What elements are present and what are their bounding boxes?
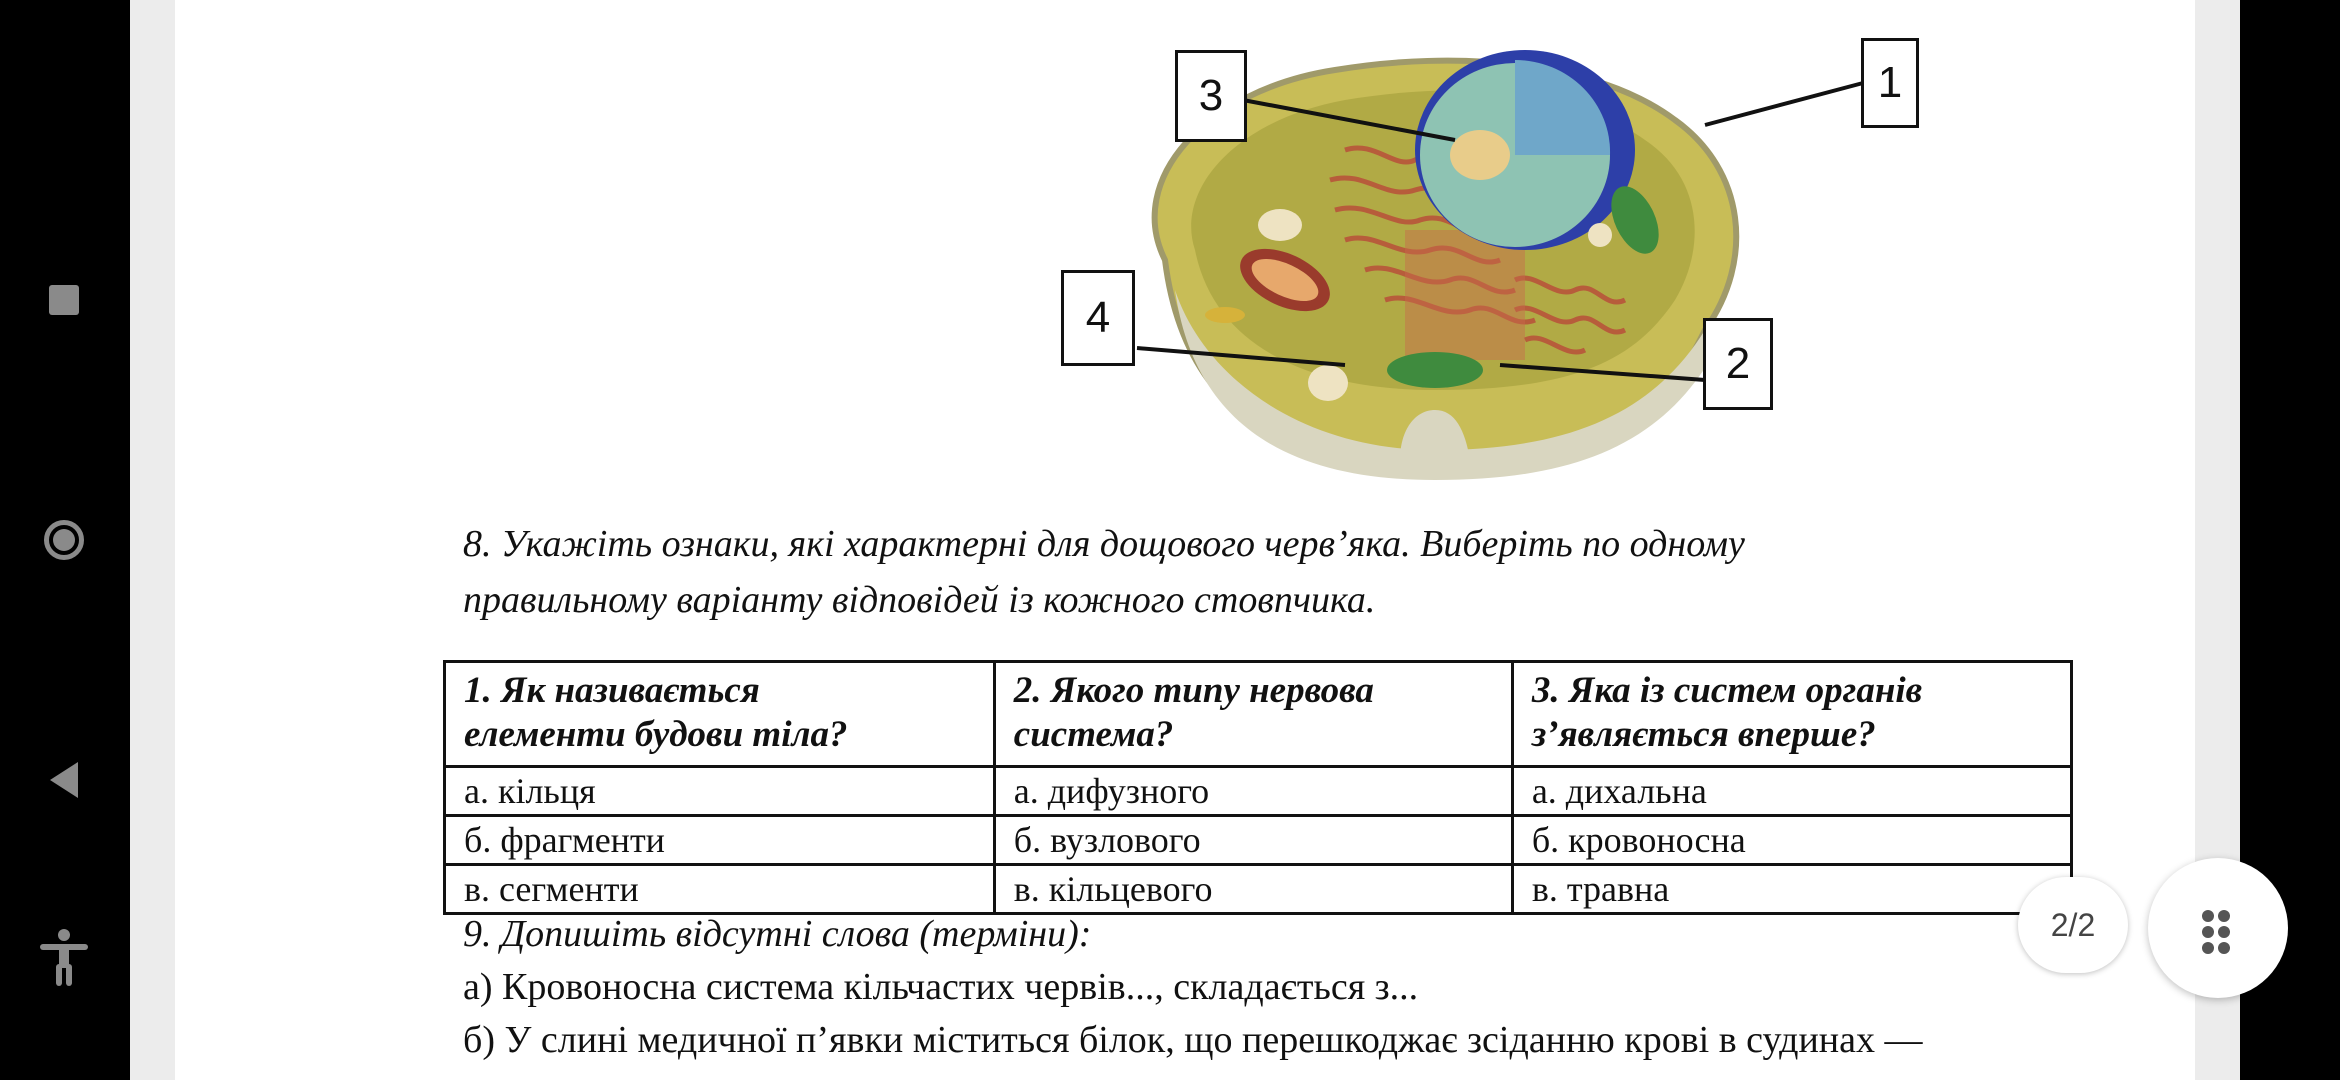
table-row — [445, 767, 2072, 816]
table-header-cell: 1. Як називається елементи будови тіла? — [445, 662, 995, 767]
back-button[interactable] — [36, 752, 92, 808]
table-cell: б. фрагменти — [445, 816, 995, 865]
table-cell: а. дифузного — [994, 767, 1512, 816]
table-header-row — [445, 662, 2072, 767]
question-9-item-a: а) Кровоносна система кільчастих червів..., складається з... — [463, 966, 1419, 1008]
answer-table — [443, 660, 2073, 915]
table-cell: в. кільцевого — [994, 865, 1512, 914]
table-header-cell: 2. Якого типу нервова система? — [994, 662, 1512, 767]
recent-apps-button[interactable] — [36, 272, 92, 328]
table-cell: в. сегменти — [445, 865, 995, 914]
accessibility-button[interactable] — [36, 930, 92, 986]
triangle-back-icon — [46, 760, 82, 800]
table-header-cell: 3. Яка із систем органів з’являється вперше? — [1512, 662, 2071, 767]
circle-icon — [44, 520, 84, 560]
document-viewer — [130, 0, 2240, 1080]
table-cell: в. травна — [1512, 865, 2071, 914]
question-8-line-1: 8. Укажіть ознаки, які характерні для дощового черв’яка. Виберіть по одному — [463, 523, 1745, 565]
question-9-item-b: б) У слині медичної п’явки міститься білок, що перешкоджає зсіданню крові в судинах — — [463, 1019, 1923, 1061]
table-cell: а. дихальна — [1512, 767, 2071, 816]
diagram-label-3: 3 — [1175, 50, 1247, 142]
square-icon — [49, 285, 79, 315]
question-8-line-2: правильному варіанту відповідей із кожного стовпчика. — [463, 579, 1376, 621]
table-cell: а. кільця — [445, 767, 995, 816]
accessibility-icon — [38, 928, 90, 988]
menu-fab-button[interactable] — [2148, 858, 2288, 998]
page-indicator: 2/2 — [2018, 877, 2128, 973]
table-cell: б. вузлового — [994, 816, 1512, 865]
diagram-label-1: 1 — [1861, 38, 1919, 128]
cell-diagram — [875, 30, 1935, 480]
diagram-label-4: 4 — [1061, 270, 1135, 366]
table-cell: б. кровоносна — [1512, 816, 2071, 865]
question-9-title: 9. Допишіть відсутні слова (терміни): — [463, 913, 1092, 955]
animal-cell-illustration — [875, 30, 1935, 480]
table-row — [445, 816, 2072, 865]
diagram-label-2: 2 — [1703, 318, 1773, 410]
table-row — [445, 865, 2072, 914]
home-button[interactable] — [36, 512, 92, 568]
system-nav-bar — [0, 0, 130, 1080]
